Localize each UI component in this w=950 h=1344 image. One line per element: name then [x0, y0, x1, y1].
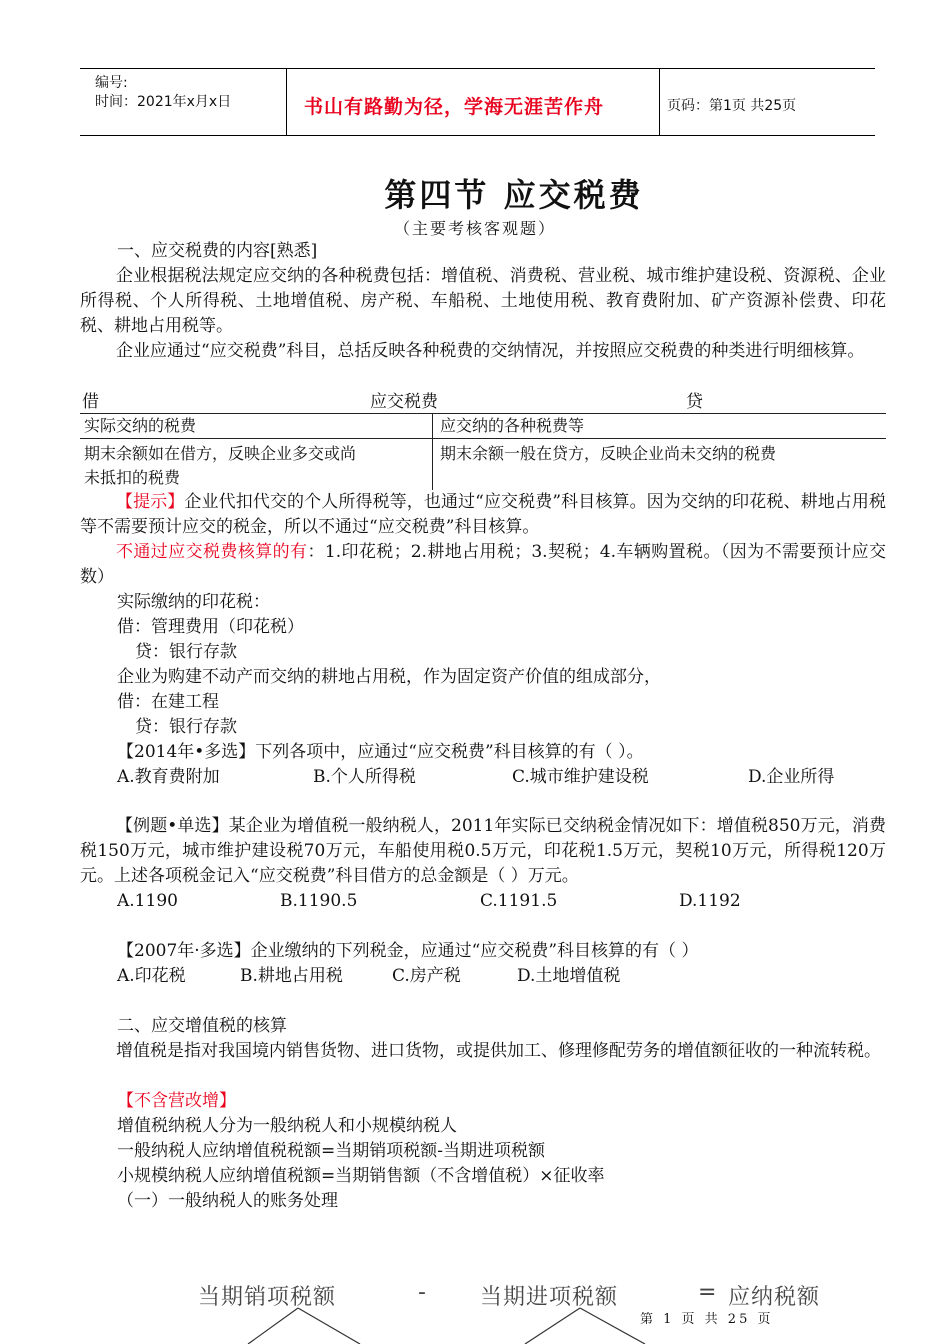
entry-line: 贷：银行存款	[135, 717, 237, 737]
ledger-cell: 期末余额一般在贷方，反映企业尚未交纳的税费	[440, 444, 777, 463]
option: C.城市维护建设税	[512, 767, 649, 787]
text-line: （一）一般纳税人的账务处理	[117, 1191, 338, 1211]
ledger-debit-label: 借	[82, 392, 99, 412]
not-through-label: 不通过应交税费核算的有	[116, 542, 308, 562]
header-motto: 书山有路勤为径，学海无涯苦作舟	[304, 96, 605, 118]
section-heading: 二、应交增值税的核算	[117, 1016, 287, 1036]
tip-label: 【提示】	[116, 492, 185, 512]
formula-minus: -	[418, 1280, 427, 1305]
entry-line: 企业为购建不动产而交纳的耕地占用税，作为固定资产价值的组成部分，	[117, 667, 661, 687]
option: A.1190	[117, 891, 178, 911]
ledger-credit-label: 贷	[686, 392, 703, 412]
formula-input-tax: 当期进项税额	[480, 1285, 619, 1310]
page-footer: 第 1 页 共 25 页	[640, 1312, 774, 1327]
header-time: 时间：2021年x月x日	[95, 94, 232, 110]
question-stem: 【2014年•多选】下列各项中，应通过“应交税费”科目核算的有（ ）。	[117, 742, 644, 762]
entry-line: 借：在建工程	[117, 692, 219, 712]
not-through-paragraph	[80, 540, 886, 590]
ledger-cell: 应交纳的各种税费等	[440, 416, 585, 435]
page-title: 第四节 应交税费	[384, 176, 644, 214]
header-divider-right	[659, 68, 660, 136]
ledger-cell: 未抵扣的税费	[84, 468, 181, 487]
section-heading: 一、应交税费的内容[熟悉]	[117, 241, 318, 261]
paragraph: 增值税是指对我国境内销售货物、进口货物，或提供加工、修理修配劳务的增值额征收的一种流转税。	[116, 1041, 881, 1061]
option: A.印花税	[117, 966, 186, 986]
no-vat-reform-note: 【不含营改增】	[117, 1091, 236, 1111]
header-serial: 编号:	[95, 75, 128, 91]
question-stem: 【例题•单选】某企业为增值税一般纳税人，2011年实际已交纳税金情况如下：增值税850万元，消费税150万元，城市维护建设税70万元，车船使用税0.5万元，印花税1.5万元，契税10万元，所得税120万元。上述各项税金记入“应交税费”科目借方的总金额是（ ）万元。	[80, 816, 886, 886]
header-top-rule	[80, 68, 875, 69]
option: D.企业所得	[748, 767, 835, 787]
option: B.1190.5	[280, 891, 358, 911]
formula-equals: =	[698, 1280, 718, 1305]
entry-line: 实际缴纳的印花税：	[117, 592, 270, 612]
formula-output-tax: 当期销项税额	[198, 1285, 337, 1310]
header-divider-left	[286, 68, 287, 136]
option: B.耕地占用税	[240, 966, 343, 986]
option: C.房产税	[392, 966, 461, 986]
tip-paragraph	[80, 490, 886, 540]
formula-branch-lines	[0, 1300, 950, 1344]
option: A.教育费附加	[117, 767, 220, 787]
ledger-mid-rule	[80, 438, 886, 439]
not-through-text: ：1.印花税；2.耕地占用税；3.契税；4.车辆购置税。（因为不需要预计应交数）	[80, 542, 886, 587]
tip-text: 企业代扣代交的个人所得税等，也通过“应交税费”科目核算。因为交纳的印花税、耕地占用税等不需要预计应交的税金，所以不通过“应交税费”科目核算。	[80, 492, 887, 537]
ledger-cell: 期末余额如在借方，反映企业多交或尚	[84, 444, 357, 463]
question-stem: 【2007年·多选】企业缴纳的下列税金，应通过“应交税费”科目核算的有（ ）	[117, 941, 699, 961]
option: C.1191.5	[480, 891, 558, 911]
formula-payable: 应纳税额	[728, 1285, 821, 1310]
page-subtitle: （主要考核客观题）	[393, 219, 556, 238]
header-bottom-rule	[80, 135, 875, 136]
header-page: 页码：第1页 共25页	[667, 98, 797, 114]
text-line: 小规模纳税人应纳增值税额=当期销售额（不含增值税）×征收率	[117, 1166, 605, 1186]
paragraph: 企业根据税法规定应交纳的各种税费包括：增值税、消费税、营业税、城市维护建设税、资源税、企业所得税、个人所得税、土地增值税、房产税、车船税、土地使用税、教育费附加、矿产资源补偿费、印花税、耕地占用税等。	[80, 266, 886, 336]
text-line: 增值税纳税人分为一般纳税人和小规模纳税人	[117, 1116, 457, 1136]
entry-line: 借：管理费用（印花税）	[117, 617, 304, 637]
entry-line: 贷：银行存款	[135, 642, 237, 662]
option: D.1192	[679, 891, 741, 911]
ledger-cell: 实际交纳的税费	[84, 416, 197, 435]
text-line: 一般纳税人应纳增值税税额=当期销项税额-当期进项税额	[117, 1141, 545, 1161]
paragraph: 企业应通过“应交税费”科目，总括反映各种税费的交纳情况，并按照应交税费的种类进行明细核算。	[116, 341, 865, 361]
ledger-account-title: 应交税费	[370, 392, 438, 412]
ledger-center-rule	[432, 413, 433, 490]
option: D.土地增值税	[517, 966, 621, 986]
option: B.个人所得税	[313, 767, 416, 787]
